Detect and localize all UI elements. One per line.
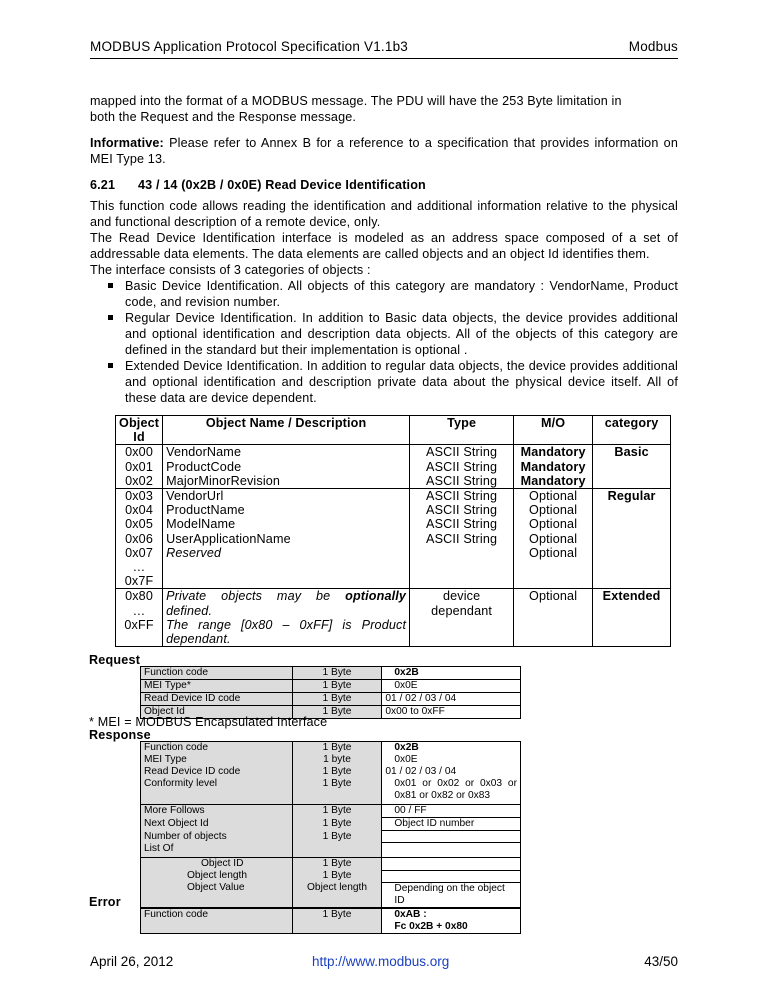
error-table <box>140 908 521 934</box>
header-mo: M/O <box>514 416 593 445</box>
table-row: Function code 1 Byte 0x2B <box>141 667 521 680</box>
header-category: category <box>593 416 671 445</box>
table-row: 0x05 ModelName ASCII String Optional <box>116 517 671 531</box>
error-label: Error <box>89 895 121 909</box>
list-item: Regular Device Identification. In addition to Basic data objects, the device provides additional and optional identification and description data objects. All of the objects of this category are defined in the standard but their implementation is optional . <box>108 310 678 358</box>
table-row: More Follows 1 Byte 00 / FF <box>141 805 521 818</box>
intro-line-1: mapped into the format of a MODBUS message. The PDU will have the 253 Byte limitation in <box>90 94 622 108</box>
header-object: Object <box>119 416 160 430</box>
section-heading <box>90 178 426 192</box>
table-row: Object Value Object length Depending on the object ID <box>141 882 521 907</box>
section-paragraph-3: The interface consists of 3 categories of objects : <box>90 263 371 277</box>
table-row: 0x03 VendorUrl ASCII String Optional Regular <box>116 489 671 504</box>
table-row: Function code 1 Byte 0x2B <box>141 742 521 755</box>
table-row: Read Device ID code 1 Byte 01 / 02 / 03 / 04 <box>141 766 521 778</box>
header-id: Id <box>133 430 145 445</box>
request-table <box>140 666 521 719</box>
table-header-row <box>116 416 671 445</box>
table-row: Number of objects 1 Byte <box>141 831 521 843</box>
table-row: 0x00 VendorName ASCII String Mandatory Basic <box>116 445 671 460</box>
informative-text: Please refer to Annex B for a reference to a specification that provides information on MEI Type 13. <box>90 136 678 166</box>
table-row: 0x02 MajorMinorRevision ASCII String Mandatory <box>116 474 671 489</box>
table-row: 0x06 UserApplicationName ASCII String Optional <box>116 532 671 546</box>
mei-footnote: * MEI = MODBUS Encapsulated Interface <box>89 715 328 729</box>
section-body <box>90 198 678 406</box>
table-row: 0x80 … 0xFF Private objects may be optionally defined. The range [0x80 – 0xFF] is Product dependant. device dependant Optional Extended <box>116 589 671 647</box>
informative-paragraph <box>90 135 678 167</box>
table-row: 0x04 ProductName ASCII String Optional <box>116 503 671 517</box>
table-row: 0x81 or 0x82 or 0x83 <box>141 790 521 805</box>
header-rule <box>90 58 678 59</box>
section-number: 6.21 <box>90 178 116 192</box>
objects-table <box>115 415 671 647</box>
table-row: MEI Type* 1 Byte 0x0E <box>141 680 521 693</box>
table-row: Next Object Id 1 Byte Object ID number <box>141 818 521 831</box>
table-row: Object Id 1 Byte 0x00 to 0xFF <box>141 706 521 719</box>
response-label: Response <box>89 728 151 742</box>
table-row: Function code 1 Byte 0xAB : Fc 0x2B + 0x80 <box>141 909 521 934</box>
informative-label: Informative: <box>90 136 164 150</box>
request-label: Request <box>89 653 141 667</box>
category-extended: Extended <box>593 589 671 647</box>
table-row: 0x01 ProductCode ASCII String Mandatory <box>116 460 671 474</box>
table-row: Read Device ID code 1 Byte 01 / 02 / 03 / 04 <box>141 693 521 706</box>
table-row: Object length 1 Byte <box>141 870 521 882</box>
list-item: Basic Device Identification. All objects of this category are mandatory : VendorName, Product code, and revision number. <box>108 278 678 310</box>
bullet-icon <box>108 363 113 368</box>
footer-date: April 26, 2012 <box>90 954 174 969</box>
bullet-icon <box>108 315 113 320</box>
table-row: 0x07 … 0x7F Reserved Optional <box>116 546 671 589</box>
response-table <box>140 741 521 908</box>
page-number: 43/50 <box>644 954 678 969</box>
table-row: MEI Type 1 byte 0x0E <box>141 754 521 766</box>
category-regular: Regular <box>593 489 671 504</box>
bullet-icon <box>108 283 113 288</box>
header-name: Object Name / Description <box>163 416 410 445</box>
intro-line-2: both the Request and the Response message. <box>90 110 357 124</box>
section-paragraph-2: The Read Device Identification interface is modeled as an address space composed of a set of addressable data elements. The data elements are called objects and an object Id identifies them. <box>90 231 678 261</box>
section-paragraph-1: This function code allows reading the identification and additional information relative to the physical and functional description of a remote device, only. <box>90 199 678 229</box>
table-row: List Of <box>141 843 521 858</box>
list-item: Extended Device Identification. In addition to regular data objects, the device provides additional and optional identification and description private data about the physical device itself. All of these data are device dependent. <box>108 358 678 406</box>
header-type: Type <box>410 416 514 445</box>
header-brand: Modbus <box>628 39 678 54</box>
table-row: Object ID 1 Byte <box>141 858 521 871</box>
intro-paragraph <box>90 93 678 125</box>
footer-link[interactable]: http://www.modbus.org <box>312 954 450 969</box>
category-basic: Basic <box>593 445 671 460</box>
section-title: 43 / 14 (0x2B / 0x0E) Read Device Identification <box>138 178 426 192</box>
table-row: Conformity level 1 Byte 0x01 or 0x02 or 0x03 or <box>141 778 521 790</box>
header-title: MODBUS Application Protocol Specification V1.1b3 <box>90 39 409 54</box>
private-objects-description: Private objects may be optionally defined. The range [0x80 – 0xFF] is Product dependant. <box>163 589 410 647</box>
category-list <box>90 278 678 406</box>
